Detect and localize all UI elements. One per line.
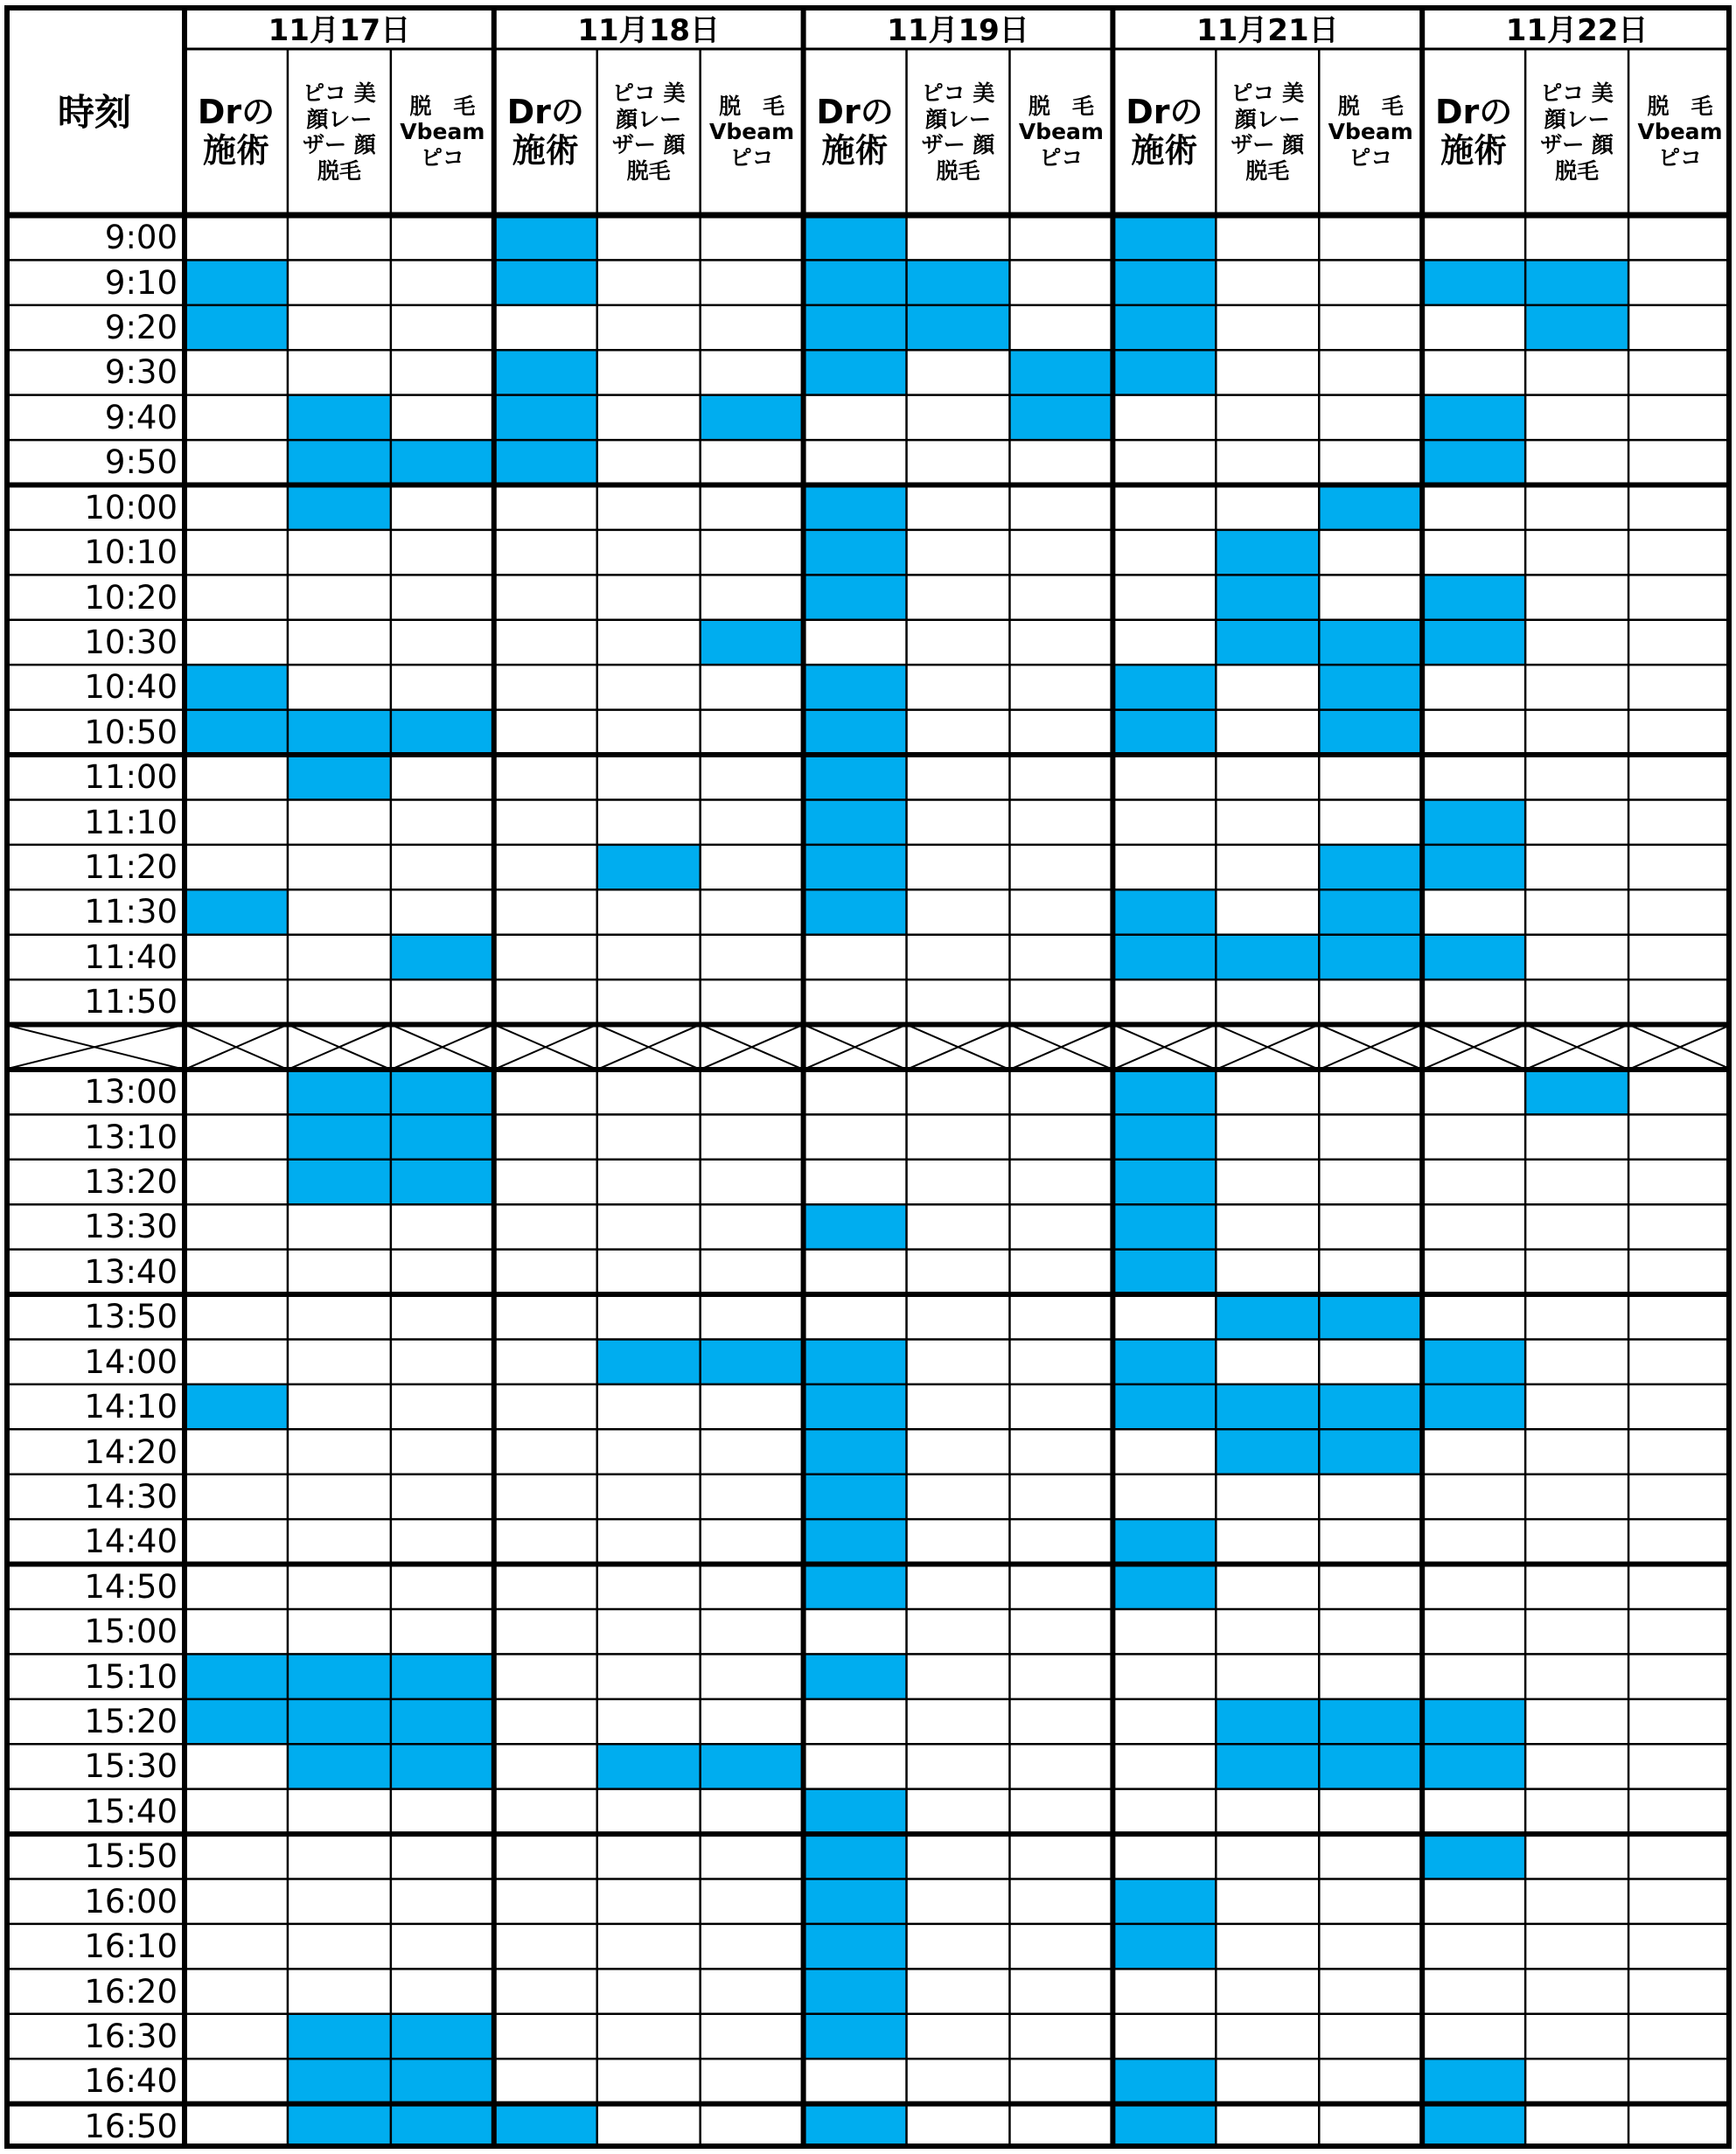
time-slot-label: 16:20 bbox=[84, 1972, 178, 2011]
booked-slot bbox=[1319, 1384, 1422, 1429]
column-header bbox=[701, 49, 804, 215]
time-slot-label: 11:00 bbox=[84, 758, 178, 797]
booked-slot bbox=[804, 350, 907, 394]
booked-slot bbox=[804, 1474, 907, 1519]
booked-slot bbox=[804, 215, 907, 260]
time-slot-label: 13:20 bbox=[84, 1162, 178, 1201]
booked-slot bbox=[701, 1744, 804, 1788]
time-slot-label: 10:10 bbox=[84, 533, 178, 572]
date-header: 11月21日 bbox=[1196, 12, 1339, 48]
time-slot-label: 9:30 bbox=[104, 353, 178, 392]
booked-slot bbox=[1525, 1070, 1628, 1114]
time-slot-label: 16:30 bbox=[84, 2017, 178, 2055]
booked-slot bbox=[1422, 1339, 1525, 1384]
booked-slot bbox=[804, 755, 907, 799]
time-slot-label: 14:30 bbox=[84, 1477, 178, 1516]
booked-slot bbox=[804, 1519, 907, 1564]
booked-slot bbox=[804, 1429, 907, 1474]
column-header-line: 脱毛 bbox=[1245, 157, 1290, 184]
booked-slot bbox=[804, 1384, 907, 1429]
booked-slot bbox=[1422, 2104, 1525, 2149]
booked-slot bbox=[494, 350, 597, 394]
time-slot-label: 9:50 bbox=[104, 443, 178, 482]
column-header bbox=[1628, 49, 1732, 215]
schedule-grid bbox=[4, 5, 1732, 2149]
column-header-line: 脱 毛 bbox=[1647, 93, 1713, 119]
column-header bbox=[1319, 49, 1422, 215]
booked-slot bbox=[1216, 620, 1319, 665]
time-slot-label: 9:00 bbox=[104, 219, 178, 257]
time-slot-label: 11:40 bbox=[84, 938, 178, 976]
booked-slot bbox=[804, 485, 907, 530]
booked-slot bbox=[185, 1699, 288, 1744]
booked-slot bbox=[1422, 395, 1525, 440]
time-slot-label: 14:10 bbox=[84, 1388, 178, 1426]
column-header-line: 脱毛 bbox=[1555, 157, 1600, 184]
time-slot-label: 15:50 bbox=[84, 1837, 178, 1876]
booked-slot bbox=[701, 620, 804, 665]
column-header-line: 脱毛 bbox=[626, 157, 671, 184]
booked-slot bbox=[1422, 2059, 1525, 2103]
booked-slot bbox=[804, 1879, 907, 1923]
time-slot-label: 10:20 bbox=[84, 578, 178, 617]
date-header: 11月17日 bbox=[268, 12, 411, 48]
column-header-line: 顔レー bbox=[924, 106, 991, 132]
column-header-line: 脱毛 bbox=[936, 157, 980, 184]
booked-slot bbox=[494, 395, 597, 440]
column-header-line: 脱 毛 bbox=[1028, 93, 1094, 119]
booked-slot bbox=[1525, 260, 1628, 304]
column-header-line: Vbeam bbox=[400, 119, 485, 145]
time-slot-label: 13:10 bbox=[84, 1118, 178, 1156]
booked-slot bbox=[1112, 215, 1216, 260]
booked-slot bbox=[1112, 1250, 1216, 1294]
booked-slot bbox=[1319, 665, 1422, 709]
booked-slot bbox=[391, 1654, 494, 1698]
booked-slot bbox=[1112, 710, 1216, 755]
column-header bbox=[1422, 49, 1525, 215]
booked-slot bbox=[494, 440, 597, 484]
column-header-line: ピコ bbox=[729, 144, 774, 171]
time-slot-label: 15:20 bbox=[84, 1703, 178, 1741]
column-header-line: Vbeam bbox=[1328, 119, 1413, 145]
booked-slot bbox=[494, 260, 597, 304]
booked-slot bbox=[1422, 1834, 1525, 1879]
column-header-line: 施術 bbox=[1440, 131, 1508, 170]
booked-slot bbox=[1319, 1699, 1422, 1744]
booked-slot bbox=[597, 845, 701, 889]
booked-slot bbox=[804, 2014, 907, 2059]
booked-slot bbox=[1009, 395, 1112, 440]
column-header-line: 顔レー bbox=[1544, 106, 1610, 132]
booked-slot bbox=[1112, 2104, 1216, 2149]
booked-slot bbox=[1216, 575, 1319, 619]
booked-slot bbox=[1319, 485, 1422, 530]
booked-slot bbox=[804, 845, 907, 889]
column-header-line: Vbeam bbox=[709, 119, 795, 145]
column-header-line: 施術 bbox=[512, 131, 579, 170]
booked-slot bbox=[1319, 845, 1422, 889]
booked-slot bbox=[804, 1204, 907, 1249]
booked-slot bbox=[1112, 665, 1216, 709]
column-header bbox=[391, 49, 494, 215]
booked-slot bbox=[1216, 1384, 1319, 1429]
booked-slot bbox=[391, 935, 494, 979]
column-header-line: Vbeam bbox=[1018, 119, 1104, 145]
date-header: 11月18日 bbox=[577, 12, 721, 48]
booked-slot bbox=[1112, 1879, 1216, 1923]
column-header bbox=[1112, 49, 1216, 215]
time-slot-label: 16:10 bbox=[84, 1927, 178, 1966]
booked-slot bbox=[1422, 845, 1525, 889]
column-header-line: Drの bbox=[816, 93, 894, 132]
time-slot-label: 16:40 bbox=[84, 2062, 178, 2101]
booked-slot bbox=[804, 889, 907, 934]
booked-slot bbox=[391, 710, 494, 755]
column-header-line: ザー 顔 bbox=[611, 132, 686, 157]
booked-slot bbox=[391, 2014, 494, 2059]
booked-slot bbox=[391, 1114, 494, 1159]
booked-slot bbox=[288, 395, 391, 440]
time-slot-label: 9:20 bbox=[104, 309, 178, 347]
time-slot-label: 11:20 bbox=[84, 848, 178, 887]
booked-slot bbox=[1112, 1160, 1216, 1204]
column-header-line: ザー 顔 bbox=[921, 132, 995, 157]
booked-slot bbox=[804, 1565, 907, 1609]
booked-slot bbox=[1112, 350, 1216, 394]
booked-slot bbox=[1319, 1429, 1422, 1474]
time-slot-label: 13:30 bbox=[84, 1208, 178, 1246]
booked-slot bbox=[1009, 350, 1112, 394]
time-slot-label: 11:10 bbox=[84, 803, 178, 841]
booked-slot bbox=[494, 215, 597, 260]
time-slot-label: 10:40 bbox=[84, 668, 178, 707]
column-header-line: Drの bbox=[197, 93, 275, 132]
column-header-line: 脱 毛 bbox=[409, 93, 476, 119]
booked-slot bbox=[597, 1339, 701, 1384]
column-header bbox=[1525, 49, 1628, 215]
booked-slot bbox=[804, 1834, 907, 1879]
column-header-line: ピコ bbox=[420, 144, 464, 171]
booked-slot bbox=[1422, 935, 1525, 979]
time-slot-label: 9:10 bbox=[104, 263, 178, 302]
booked-slot bbox=[1319, 935, 1422, 979]
time-column-header: 時刻 bbox=[57, 91, 131, 134]
booked-slot bbox=[804, 2104, 907, 2149]
booked-slot bbox=[288, 1744, 391, 1788]
time-slot-label: 13:50 bbox=[84, 1298, 178, 1336]
booked-slot bbox=[185, 305, 288, 350]
time-slot-label: 16:50 bbox=[84, 2107, 178, 2145]
booked-slot bbox=[1422, 1744, 1525, 1788]
booked-slot bbox=[288, 485, 391, 530]
booked-slot bbox=[804, 1924, 907, 1969]
column-header-line: ザー 顔 bbox=[303, 132, 376, 157]
booked-slot bbox=[1112, 2059, 1216, 2103]
booked-slot bbox=[804, 665, 907, 709]
booked-slot bbox=[1216, 530, 1319, 575]
booked-slot bbox=[804, 1789, 907, 1834]
column-header-line: 脱毛 bbox=[317, 157, 361, 184]
time-slot-label: 13:40 bbox=[84, 1252, 178, 1291]
booked-slot bbox=[391, 1070, 494, 1114]
booked-slot bbox=[1216, 1744, 1319, 1788]
column-header-line: 顔レー bbox=[616, 106, 682, 132]
column-header-line: ピコ 美 bbox=[1540, 80, 1614, 106]
time-slot-label: 15:00 bbox=[84, 1613, 178, 1651]
booked-slot bbox=[1422, 620, 1525, 665]
column-header-line: ピコ 美 bbox=[303, 80, 376, 106]
booked-slot bbox=[804, 1969, 907, 2013]
column-header bbox=[1009, 49, 1112, 215]
booked-slot bbox=[185, 710, 288, 755]
booked-slot bbox=[1319, 889, 1422, 934]
column-header bbox=[804, 49, 907, 215]
time-slot-label: 14:50 bbox=[84, 1567, 178, 1606]
booked-slot bbox=[1319, 710, 1422, 755]
booked-slot bbox=[804, 1654, 907, 1698]
booked-slot bbox=[1216, 1294, 1319, 1339]
column-header-line: Drの bbox=[1435, 93, 1513, 132]
column-header-line: ザー 顔 bbox=[1231, 132, 1305, 157]
column-header-line: 施術 bbox=[821, 131, 889, 170]
booked-slot bbox=[804, 305, 907, 350]
time-slot-label: 15:40 bbox=[84, 1792, 178, 1830]
column-header bbox=[494, 49, 597, 215]
booked-slot bbox=[1216, 935, 1319, 979]
column-header-line: 脱 毛 bbox=[719, 93, 785, 119]
booked-slot bbox=[391, 1160, 494, 1204]
booked-slot bbox=[288, 1160, 391, 1204]
booked-slot bbox=[1422, 575, 1525, 619]
column-header-line: 脱 毛 bbox=[1337, 93, 1404, 119]
booked-slot bbox=[1112, 1114, 1216, 1159]
booked-slot bbox=[1422, 260, 1525, 304]
time-slot-label: 11:30 bbox=[84, 893, 178, 931]
time-slot-label: 16:00 bbox=[84, 1882, 178, 1920]
booked-slot bbox=[1112, 1565, 1216, 1609]
booked-slot bbox=[701, 1339, 804, 1384]
date-header: 11月19日 bbox=[887, 12, 1029, 48]
booked-slot bbox=[391, 2104, 494, 2149]
booked-slot bbox=[1422, 799, 1525, 844]
booked-slot bbox=[185, 665, 288, 709]
booked-slot bbox=[1112, 260, 1216, 304]
booked-slot bbox=[391, 440, 494, 484]
booked-slot bbox=[391, 2059, 494, 2103]
column-header-line: Vbeam bbox=[1637, 119, 1723, 145]
booked-slot bbox=[288, 1699, 391, 1744]
booked-slot bbox=[1216, 1429, 1319, 1474]
booked-slot bbox=[804, 530, 907, 575]
booked-slot bbox=[185, 260, 288, 304]
booked-slot bbox=[1112, 1924, 1216, 1969]
column-header-line: Drの bbox=[1126, 93, 1203, 132]
booked-slot bbox=[1422, 1384, 1525, 1429]
booked-slot bbox=[1319, 1744, 1422, 1788]
time-slot-label: 11:50 bbox=[84, 983, 178, 1021]
column-header-line: ピコ bbox=[1349, 144, 1393, 171]
booked-slot bbox=[1112, 1519, 1216, 1564]
booked-slot bbox=[597, 1744, 701, 1788]
column-header-line: 施術 bbox=[1131, 131, 1198, 170]
column-header-line: ピコ 美 bbox=[1231, 80, 1305, 106]
booked-slot bbox=[1422, 440, 1525, 484]
date-header: 11月22日 bbox=[1505, 12, 1649, 48]
time-slot-label: 14:00 bbox=[84, 1342, 178, 1381]
booked-slot bbox=[1525, 305, 1628, 350]
column-header bbox=[1216, 49, 1319, 215]
time-slot-label: 9:40 bbox=[104, 398, 178, 436]
booked-slot bbox=[1112, 305, 1216, 350]
booked-slot bbox=[288, 710, 391, 755]
time-slot-label: 14:40 bbox=[84, 1523, 178, 1561]
booked-slot bbox=[391, 1744, 494, 1788]
booked-slot bbox=[907, 260, 1010, 304]
booked-slot bbox=[1112, 935, 1216, 979]
time-slot-label: 10:00 bbox=[84, 488, 178, 526]
booked-slot bbox=[1216, 1699, 1319, 1744]
booked-slot bbox=[1319, 1294, 1422, 1339]
booked-slot bbox=[1112, 1204, 1216, 1249]
booked-slot bbox=[391, 1699, 494, 1744]
column-header-line: ピコ bbox=[1658, 144, 1703, 171]
booked-slot bbox=[804, 575, 907, 619]
time-slot-label: 15:10 bbox=[84, 1657, 178, 1696]
booked-slot bbox=[288, 1070, 391, 1114]
column-header bbox=[597, 49, 701, 215]
booked-slot bbox=[907, 305, 1010, 350]
booked-slot bbox=[1112, 1070, 1216, 1114]
booked-slot bbox=[1319, 620, 1422, 665]
booked-slot bbox=[288, 1654, 391, 1698]
column-header-line: 顔レー bbox=[1234, 106, 1300, 132]
time-slot-label: 10:30 bbox=[84, 623, 178, 661]
booked-slot bbox=[1112, 889, 1216, 934]
time-slot-label: 14:20 bbox=[84, 1433, 178, 1471]
booked-slot bbox=[494, 2104, 597, 2149]
booked-slot bbox=[804, 710, 907, 755]
booked-slot bbox=[185, 889, 288, 934]
column-header-line: 施術 bbox=[202, 131, 269, 170]
schedule-table bbox=[4, 5, 1732, 2149]
booked-slot bbox=[701, 395, 804, 440]
column-header-line: ピコ bbox=[1039, 144, 1084, 171]
time-slot-label: 10:50 bbox=[84, 713, 178, 751]
column-header bbox=[185, 49, 288, 215]
booked-slot bbox=[804, 799, 907, 844]
column-header-line: ピコ 美 bbox=[921, 80, 995, 106]
time-slot-label: 15:30 bbox=[84, 1747, 178, 1786]
column-header bbox=[288, 49, 391, 215]
booked-slot bbox=[288, 2014, 391, 2059]
column-header-line: ザー 顔 bbox=[1540, 132, 1614, 157]
booked-slot bbox=[288, 2059, 391, 2103]
column-header-line: Drの bbox=[506, 93, 584, 132]
booked-slot bbox=[1112, 1384, 1216, 1429]
booked-slot bbox=[1112, 1339, 1216, 1384]
booked-slot bbox=[185, 1654, 288, 1698]
booked-slot bbox=[804, 260, 907, 304]
column-header bbox=[907, 49, 1010, 215]
booked-slot bbox=[185, 1384, 288, 1429]
booked-slot bbox=[288, 440, 391, 484]
column-header-line: ピコ 美 bbox=[611, 80, 686, 106]
booked-slot bbox=[804, 1339, 907, 1384]
booked-slot bbox=[288, 2104, 391, 2149]
booked-slot bbox=[288, 755, 391, 799]
time-slot-label: 13:00 bbox=[84, 1073, 178, 1112]
column-header-line: 顔レー bbox=[306, 106, 373, 132]
booked-slot bbox=[1422, 1699, 1525, 1744]
booked-slot bbox=[288, 1114, 391, 1159]
